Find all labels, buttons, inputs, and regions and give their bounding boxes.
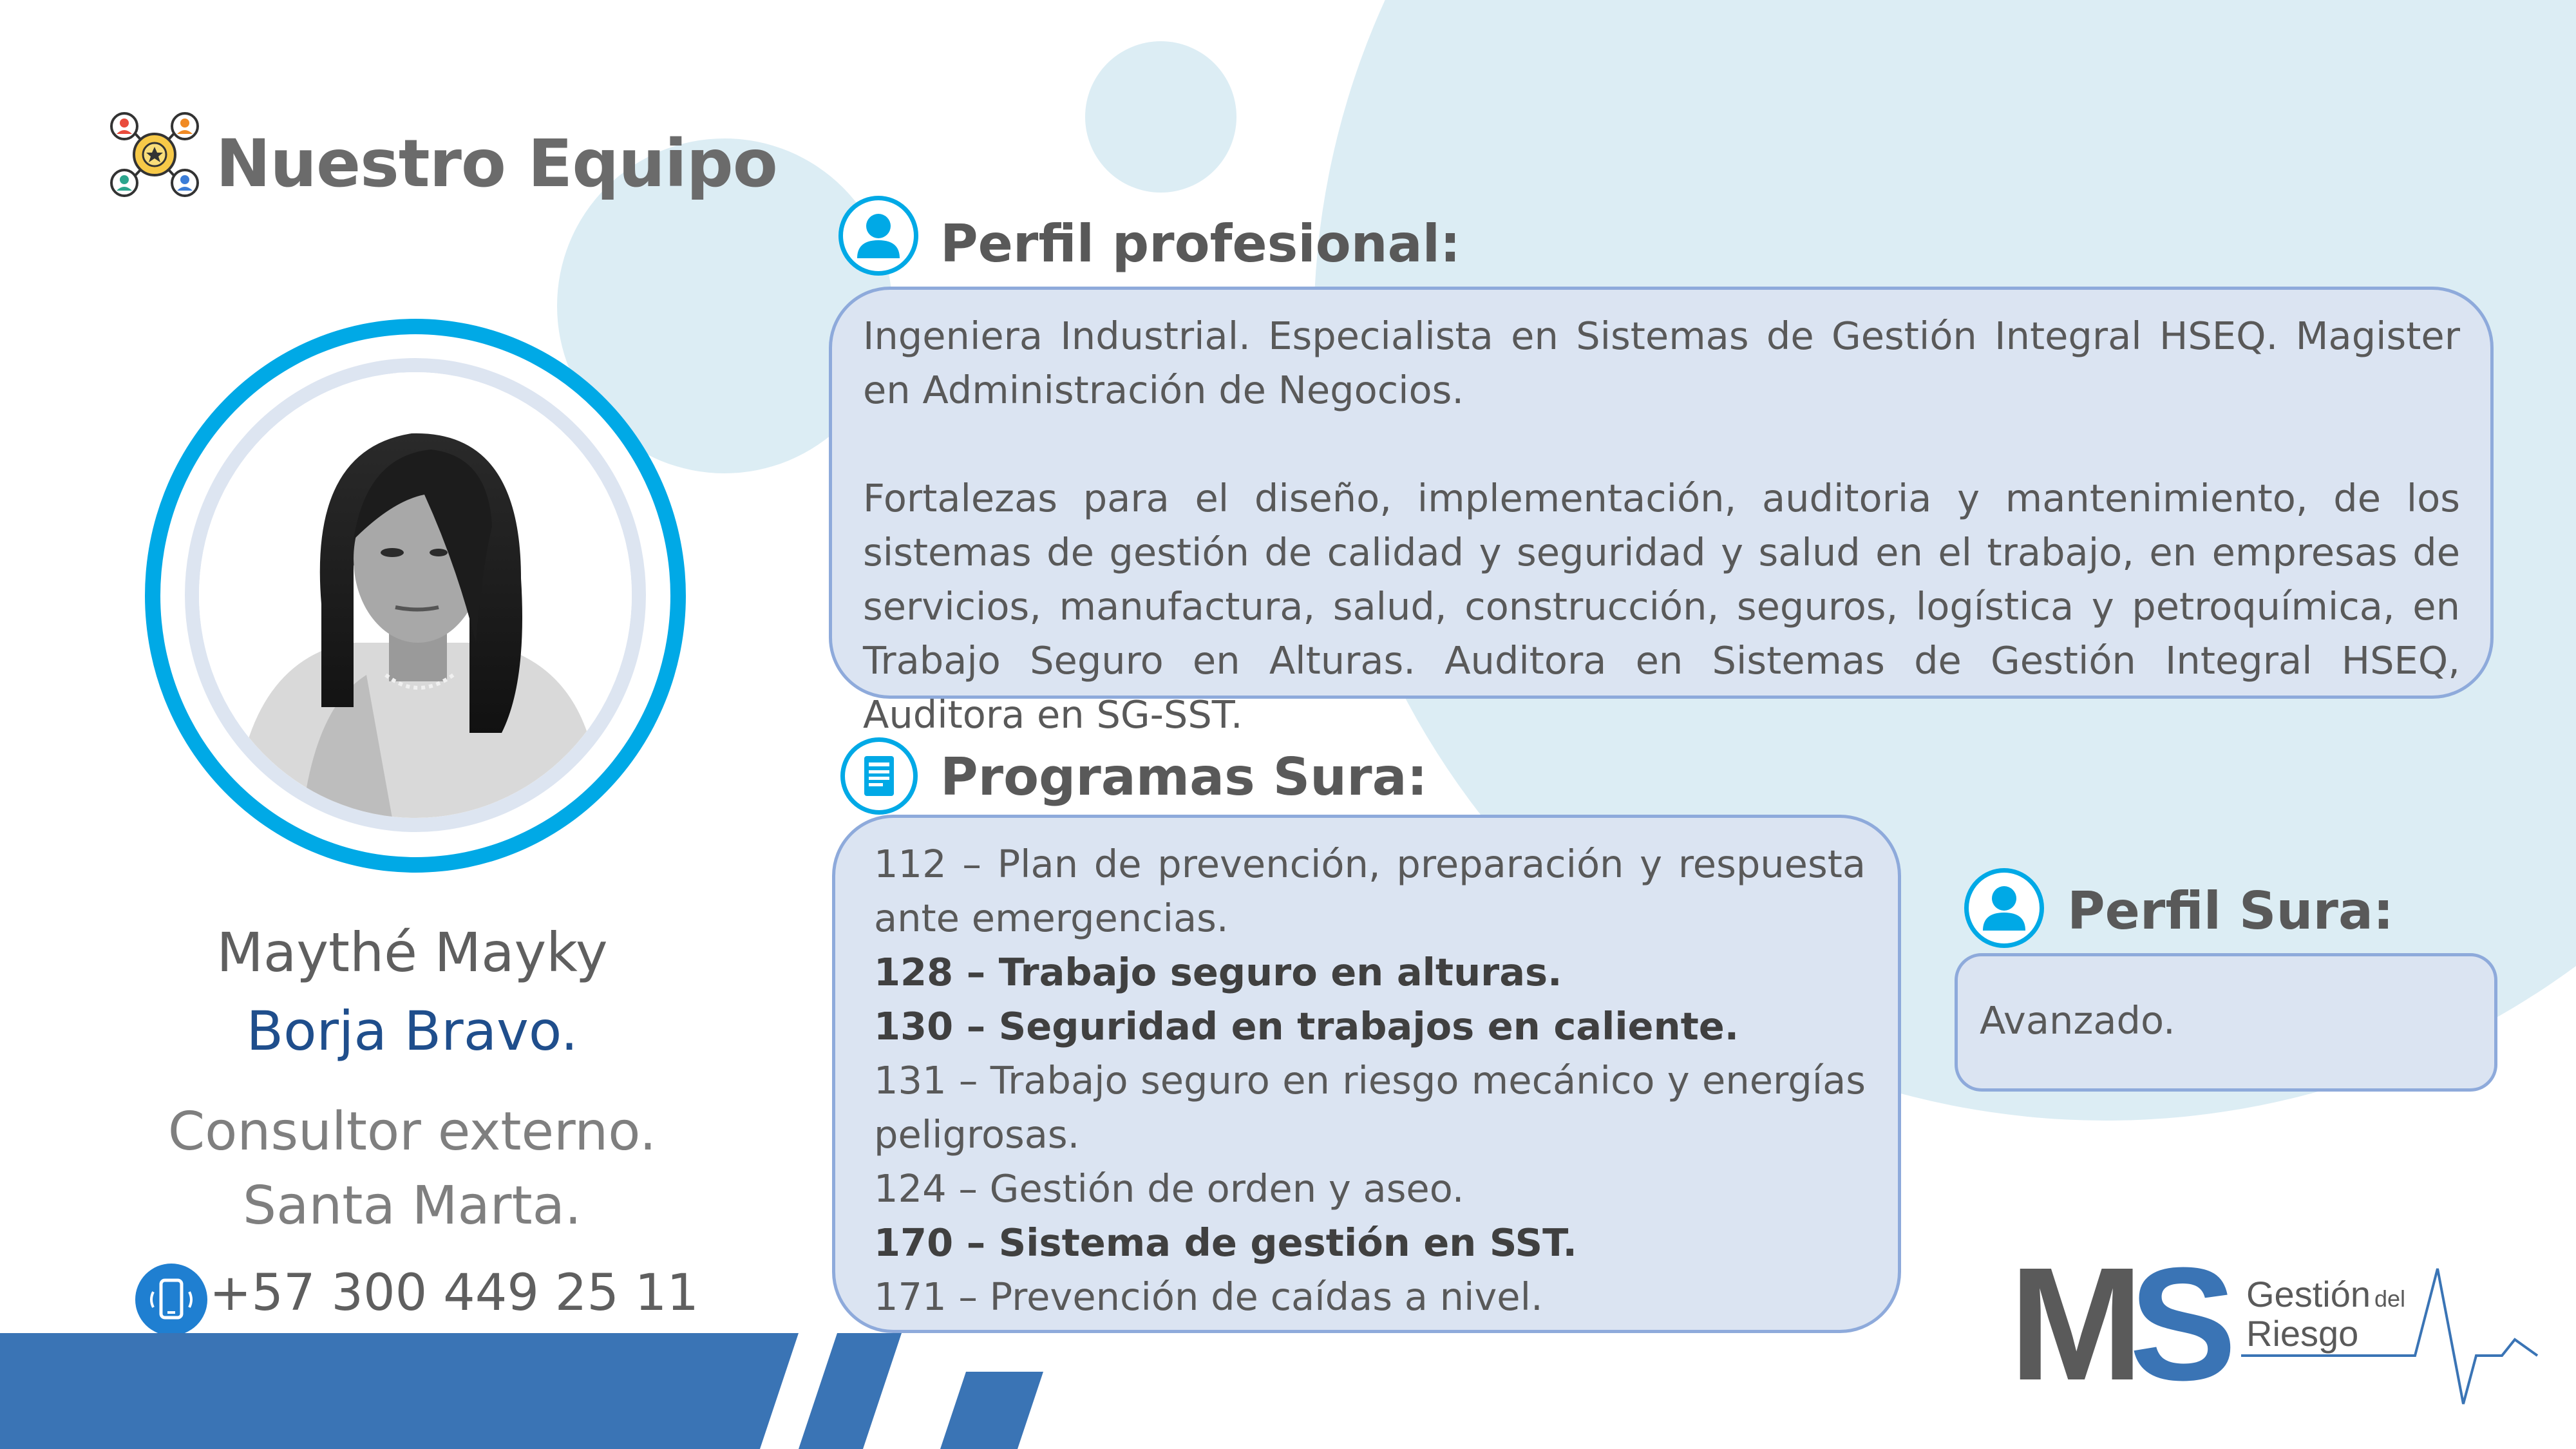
- programa-item: 130 – Seguridad en trabajos en caliente.: [874, 1004, 1739, 1048]
- user-icon: [1964, 868, 2044, 948]
- programa-item: 131 – Trabajo seguro en riesgo mecánico y energías peligrosas.: [874, 1058, 1866, 1157]
- person-role: Consultor externo.: [167, 1101, 657, 1162]
- logo-letters: MS: [2009, 1234, 2223, 1414]
- programa-item: 124 – Gestión de orden y aseo.: [874, 1166, 1464, 1211]
- perfil-sura-title: Perfil Sura:: [2067, 881, 2394, 941]
- perfil-sura-value: Avanzado.: [1980, 998, 2175, 1043]
- company-logo: [2009, 1234, 2544, 1414]
- person-name-line1: Maythé Mayky: [216, 921, 608, 984]
- phone-number[interactable]: +57 300 449 25 11: [209, 1264, 699, 1322]
- perfil-profesional-title: Perfil profesional:: [940, 214, 1461, 274]
- logo-word-gestion: Gestión: [2246, 1274, 2371, 1314]
- programa-item: 128 – Trabajo seguro en alturas.: [874, 950, 1562, 994]
- programa-item: 170 – Sistema de gestión en SST.: [874, 1220, 1577, 1265]
- user-icon: [838, 196, 918, 276]
- background-circle-small: [1085, 41, 1236, 193]
- perfil-profesional-card: [829, 287, 2494, 737]
- mobile-phone-icon: [135, 1264, 207, 1336]
- person-name-line2: Borja Bravo.: [246, 999, 578, 1063]
- bottom-band: [0, 1333, 1043, 1449]
- perfil-sura-card: [1955, 953, 2497, 1092]
- programa-item: 171 – Prevención de caídas a nivel.: [874, 1274, 1543, 1319]
- portrait-photo: [199, 372, 632, 818]
- perfil-profesional-paragraph: Fortalezas para el diseño, implementación, auditoria y mantenimiento, de los sistemas de gestión de calidad y seguridad y salud en el trabajo, en empresas de servicios, manufactura, salud, construcción, seguros, logística y petroquímica, en Trabajo Seguro en Alturas. Auditora en Sistemas de Gestión Integral HSEQ, Auditora en SG-SST.: [863, 476, 2460, 737]
- document-icon: [840, 737, 918, 815]
- page-title: Nuestro Equipo: [216, 126, 777, 202]
- programas-sura-title: Programas Sura:: [940, 747, 1428, 807]
- heartbeat-line-icon: [2009, 1253, 2544, 1407]
- logo-text-line2: Riesgo: [2246, 1313, 2359, 1354]
- logo-word-del: del: [2374, 1285, 2406, 1312]
- programa-item: 112 – Plan de prevención, preparación y respuesta ante emergencias.: [874, 842, 1866, 940]
- person-city: Santa Marta.: [243, 1175, 582, 1236]
- perfil-profesional-paragraph: Ingeniera Industrial. Especialista en Sistemas de Gestión Integral HSEQ. Magister en Administración de Negocios.: [863, 314, 2460, 412]
- team-network-icon: [106, 109, 203, 200]
- programas-sura-card: [832, 815, 1901, 1333]
